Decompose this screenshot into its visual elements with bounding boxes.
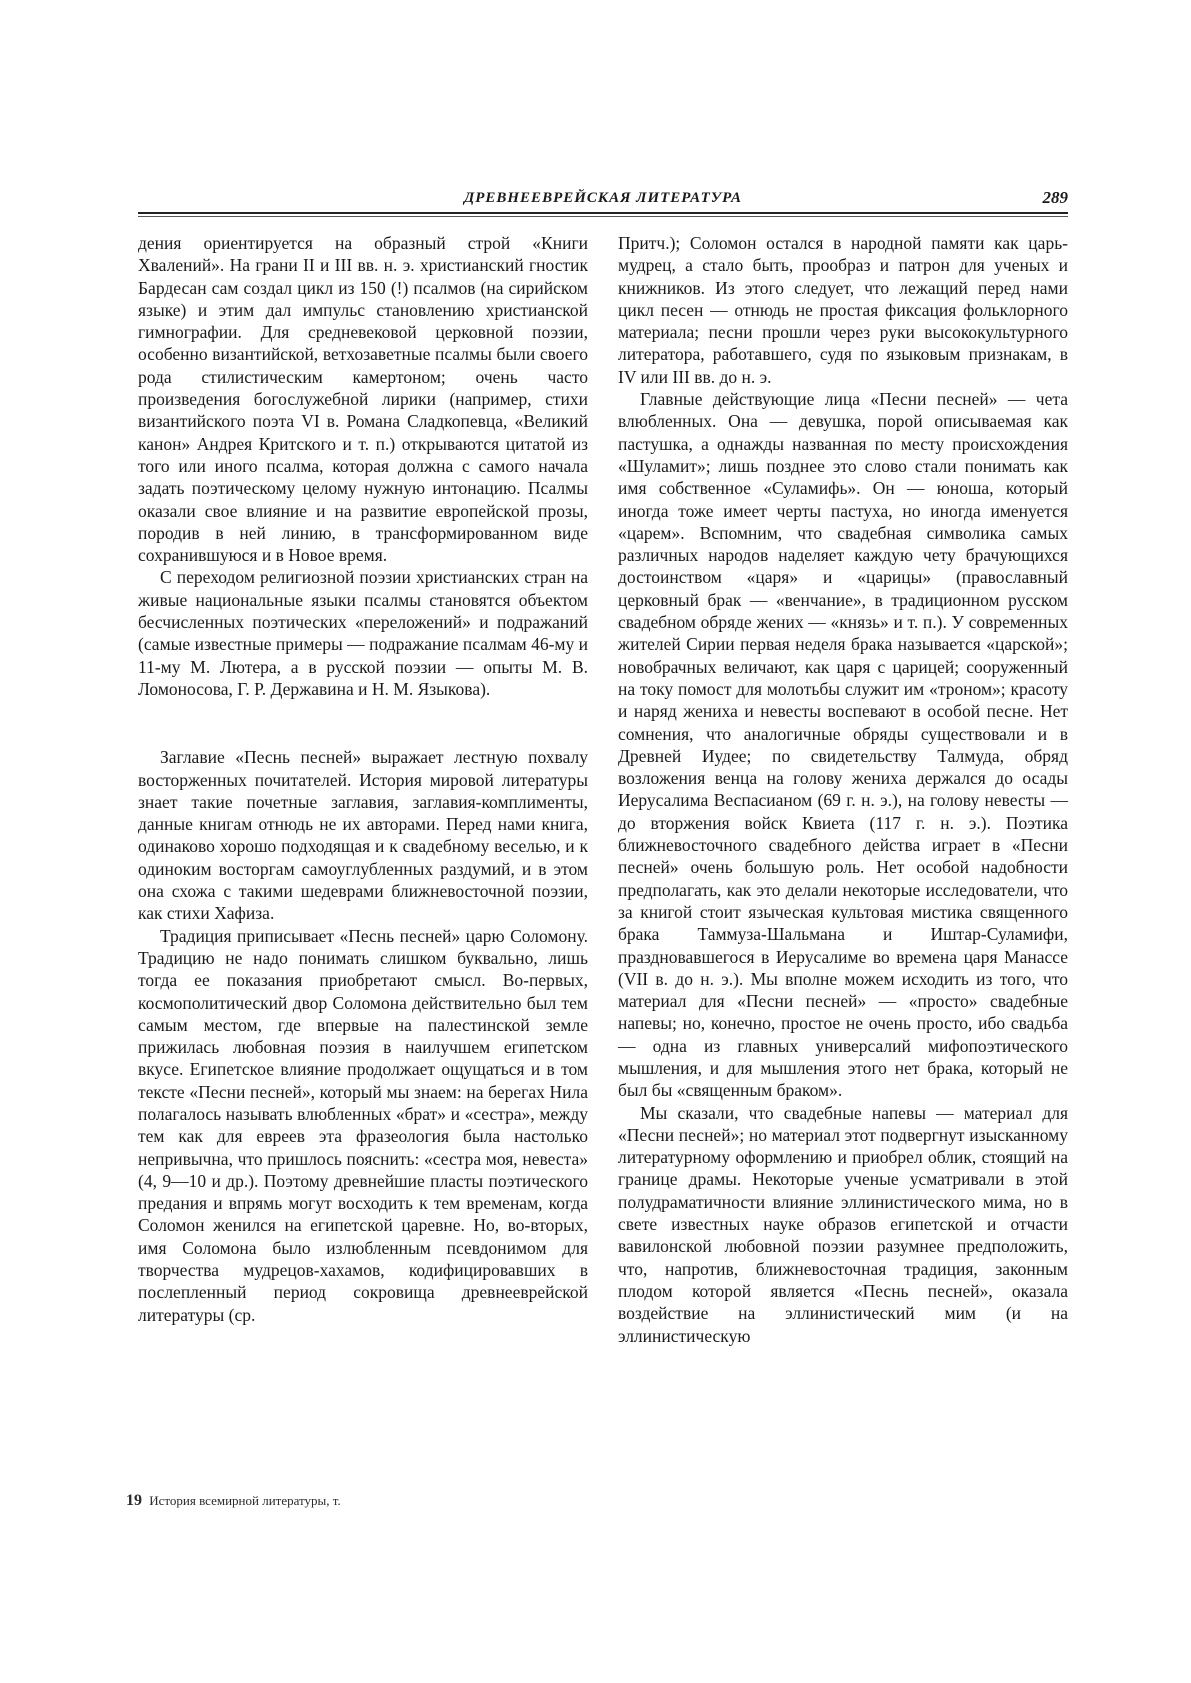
paragraph: Мы сказали, что свадебные напевы — материал для «Песни песней»; но материал этот подвергнут изысканному литературному оформлению и приобрел облик, стоящий на границе драмы. Некоторые ученые усматривали в этой полудраматичности влияние эллинистического мима, но в свете известных науке образов египетской и отчасти вавилонской любовной поэзии разумнее предположить, что, напротив, ближневосточная традиция, законным плодом которой является «Песнь песней», оказала воздействие на эллинистический мим (и на эллинистическую <box>618 1102 1068 1346</box>
paragraph: С переходом религиозной поэзии христианских стран на живые национальные языки псалмы становятся объектом бесчисленных поэтических «переложений» и подражаний (самые известные примеры — подражание псалмам 46-му и 11-му М. Лютера, а в русской поэзии — опыты М. В. Ломоносова, Г. Р. Державина и Н. М. Языкова). <box>138 567 588 699</box>
running-title: ДРЕВНЕЕВРЕЙСКАЯ ЛИТЕРАТУРА <box>463 190 743 206</box>
right-column <box>618 232 1068 1347</box>
paragraph: Притч.); Соломон остался в народной памяти как царь-мудрец, а стало быть, прообраз и патрон для ученых и книжников. Из этого следует, что лежащий перед нами цикл песен — отнюдь не простая фиксация фольклорного материала; песни прошли через руки высококультурного литератора, работавшего, судя по языковым признакам, в IV или III вв. до н. э. <box>618 233 1068 387</box>
page-number: 289 <box>1042 188 1068 207</box>
left-column <box>138 232 588 1326</box>
paragraph: Традиция приписывает «Песнь песней» царю Соломону. Традицию не надо понимать слишком буквально, лишь тогда ее показания приобретают смысл. Во-первых, космополитический двор Соломона действительно был тем самым местом, где впервые на палестинской земле прижилась любовная поэзия в наилучшем египетском вкусе. Египетское влияние продолжает ощущаться и в том тексте «Песни песней», который мы знаем: на берегах Нила полагалось называть влюбленных «брат» и «сестра», между тем как для евреев эта фразеология была настолько непривычна, что пришлось пояснить: «сестра моя, невеста» (4, 9—10 и др.). Поэтому древнейшие пласты поэтического предания и впрямь могут восходить к тем временам, когда Соломон женился на египетской царевне. Но, во-вторых, имя Соломона было излюбленным псевдонимом для творчества мудрецов-хахамов, кодифицировавших в послепленный период сокровища древнееврейской литературы (ср. <box>138 925 588 1325</box>
paragraph: Заглавие «Песнь песней» выражает лестную похвалу восторженных почитателей. История мировой литературы знает такие почетные заглавия, заглавия-комплименты, данные книгам отнюдь не их авторами. Перед нами книга, одинаково хорошо подходящая и к свадебному веселью, и к одиноким восторгам самоуглубленных раздумий, и в этом она схожа с такими шедеврами ближневосточной поэзии, как стихи Хафиза. <box>138 747 588 924</box>
signature-number: 19 <box>126 1492 142 1509</box>
paragraph: Главные действующие лица «Песни песней» — чета влюбленных. Она — девушка, порой описываемая как пастушка, а однажды названная по месту происхождения «Шуламит»; лишь позднее это слово стали понимать как имя собственное «Суламифь». Он — юноша, который иногда тоже имеет черты пастуха, но иногда именуется «царем». Вспомним, что свадебная символика самых различных народов наделяет каждую чету брачующихся достоинством «царя» и «царицы» (православный церковный брак — «венчание», в традиционном русском свадебном обряде жених — «князь» и т. п.). У современных жителей Сирии первая неделя брака называется «царской»; новобрачных величают, как царя с царицей; сооруженный на току помост для молотьбы служит им «троном»; красоту и наряд жениха и невесты воспевают в особой песне. Нет сомнения, что аналогичные обряды существовали и в Древней Иудее; по свидетельству Талмуда, обряд возложения венца на голову жениха держался до осады Иерусалима Веспасианом (69 г. н. э.), на голову невесты — до вторжения войск Квиета (117 г. н. э.). Поэтика ближневосточного свадебного действа играет в «Песни песней» очень большую роль. Нет особой надобности предполагать, как это делали некоторые исследователи, что за книгой стоит языческая культовая мистика священного брака Таммуза-Шальмана и Иштар-Суламифи, праздновавшегося в Иерусалиме во времена царя Манассе (VII в. до н. э.). Мы вполне можем исходить из того, что материал для «Песни песней» — «просто» свадебные напевы; но, конечно, простое не очень просто, ибо свадьба — одна из главных универсалий мифопоэтического мышления, и для мышления этого нет брака, который не был бы «священным браком». <box>618 389 1068 1101</box>
header-rule-thin <box>138 216 1068 217</box>
paragraph: дения ориентируется на образный строй «Книги Хвалений». На грани II и III вв. н. э. христианский гностик Бардесан сам создал цикл из 150 (!) псалмов (на сирийском языке) и этим дал импульс становлению христианской гимнографии. Для средневековой церковной поэзии, особенно византийской, ветхозаветные псалмы были своего рода стилистическим камертоном; очень часто произведения богослужебной лирики (например, стихи византийского поэта VI в. Романа Сладкопевца, «Великий канон» Андрея Критского и т. п.) открываются цитатой из того или иного псалма, которая должна с самого начала задать поэтическому целому нужную интонацию. Псалмы оказали свое влияние и на развитие европейской прозы, породив в ней линию, в трансформированном виде сохранившуюся и в Новое время. <box>138 233 588 566</box>
signature-mark <box>126 1492 341 1510</box>
header-rule <box>138 212 1068 214</box>
signature-text: История всемирной литературы, т. <box>149 1493 341 1508</box>
running-head <box>138 186 1068 212</box>
